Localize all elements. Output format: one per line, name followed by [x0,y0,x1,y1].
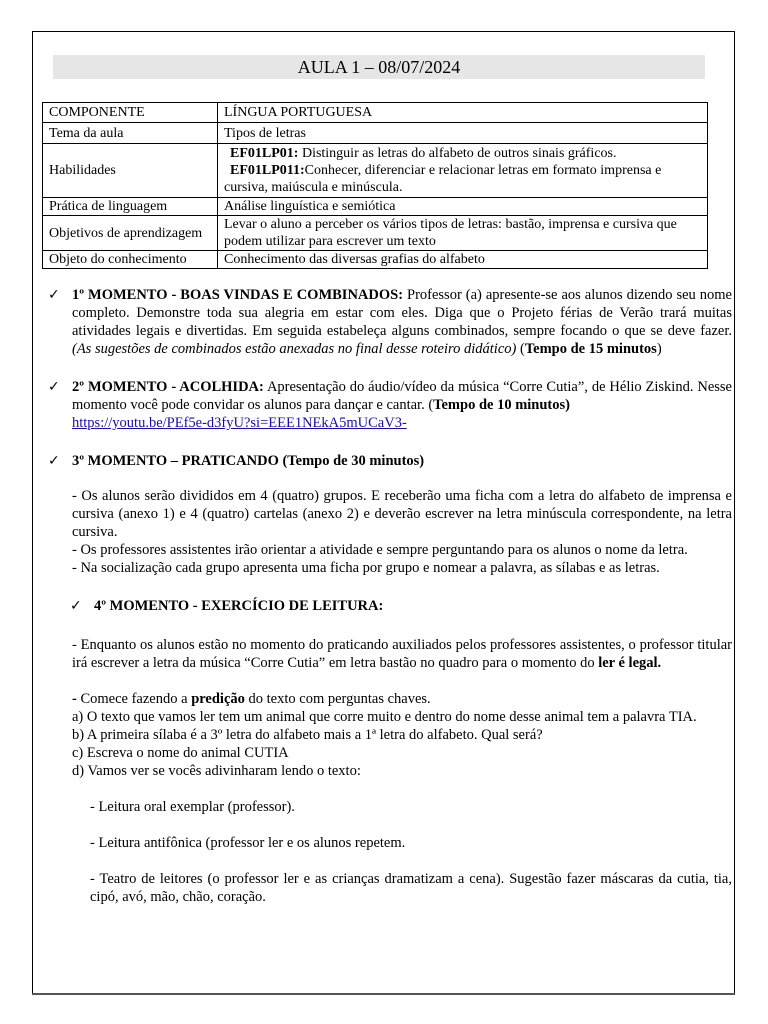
row-value-skills [218,144,708,198]
question: a) O texto que vamos ler tem um animal que corre muito e dentro do nome desse animal tem a palavra TIA. [72,709,697,725]
video-link[interactable]: https://youtu.be/PEf5e-d3fyU?si=EEE1NEkA5mUCaV3- [72,415,407,431]
row-value: Análise linguística e semiótica [218,198,708,216]
table-row [43,123,708,144]
paragraph: - Os alunos serão divididos em 4 (quatro) grupos. E receberão uma ficha com a letra do alfabeto de imprensa e cursiva (anexo 1) e 4 (quatro) cartelas (anexo 2) e deverão escrever na letra minúscula correspondente, na letra cursiva. [72,488,732,540]
reading-item: - Teatro de leitores (o professor ler e as crianças dramatizam a cena). Sugestão fazer máscaras da cutia, tia, cipó, avó, mão, chão, coração. [90,871,732,905]
row-label: Objetivos de aprendizagem [43,216,218,251]
row-value: LÍNGUA PORTUGUESA [218,103,708,123]
momento-heading: 4º MOMENTO - EXERCÍCIO DE LEITURA: [94,598,384,614]
paragraph: - Comece fazendo a predição do texto com perguntas chaves. [72,691,431,707]
paragraph: - Na socialização cada grupo apresenta uma ficha por grupo e nomear a palavra, as sílabas e as letras. [72,560,660,576]
checkmark-icon: ✓ [70,598,82,614]
paragraph: - Enquanto os alunos estão no momento do praticando auxiliados pelos professores assistentes, o professor titular irá escrever a letra da música “Corre Cutia” em letra bastão no quadro para o momento do ler é legal. [72,637,732,671]
question: c) Escreva o nome do animal CUTIA [72,745,289,761]
lesson-title: AULA 1 – 08/07/2024 [53,55,705,79]
lesson-content [48,286,732,906]
checkmark-icon: ✓ [48,379,60,395]
question: d) Vamos ver se vocês adivinharam lendo o texto: [72,763,361,779]
table-row [43,251,708,269]
row-label: Habilidades [43,144,218,198]
italic-note: (As sugestões de combinados estão anexadas no final desse roteiro didático) [72,341,517,357]
row-label: Tema da aula [43,123,218,144]
momento-4-body [48,636,732,906]
momento-3-body [48,487,732,577]
skill-code: EF01LP011: [230,163,305,178]
row-label: COMPONENTE [43,103,218,123]
table-row [43,103,708,123]
lesson-info-table [42,102,708,269]
question: b) A primeira sílaba é a 3º letra do alfabeto mais a 1ª letra do alfabeto. Qual será? [72,727,543,743]
reading-item: - Leitura antifônica (professor ler e os alunos repetem. [90,835,406,851]
momento-heading: 2º MOMENTO - ACOLHIDA: [72,379,264,395]
checkmark-icon: ✓ [48,287,60,303]
table-row [43,198,708,216]
momento-3 [48,452,732,470]
row-label: Prática de linguagem [43,198,218,216]
momento-1: ✓ 1º MOMENTO - BOAS VINDAS E COMBINADOS: Professor (a) apresente-se aos alunos dizendo seu nome completo. Demonstre toda sua alegria em estar com eles. Diga que o Projeto férias de Verão trará muitas atividades legais e divertidas. Em seguida estabeleça alguns combinados, sempre focando o que se deve fazer. (As sugestões de combinados estão anexadas no final desse roteiro didático) (Tempo de 15 minutos) [48,287,732,357]
checkmark-icon: ✓ [48,453,60,469]
table-row [43,144,708,198]
bottom-rule [32,993,735,995]
momento-4 [70,597,732,615]
time-label: Tempo de 10 minutos) [433,397,570,413]
skill-text: Distinguir as letras do alfabeto de outros sinais gráficos. [298,146,617,161]
skill-code: EF01LP01: [230,146,299,161]
row-label: Objeto do conhecimento [43,251,218,269]
momento-heading: 3º MOMENTO – PRATICANDO (Tempo de 30 minutos) [72,453,425,469]
skill-text: Conhecer, diferenciar e relacionar letras em formato imprensa e cursiva, maiúscula e minúscula. [224,163,662,195]
paragraph: - Os professores assistentes irão orientar a atividade e sempre perguntando para os alunos o nome da letra. [72,542,688,558]
row-value: Tipos de letras [218,123,708,144]
row-value: Conhecimento das diversas grafias do alfabeto [218,251,708,269]
time-label: Tempo de 15 minutos [524,341,657,357]
momento-heading: 1º MOMENTO - BOAS VINDAS E COMBINADOS: [72,287,404,303]
momento-2: ✓ 2º MOMENTO - ACOLHIDA: Apresentação do áudio/vídeo da música “Corre Cutia”, de Hélio Ziskind. Nesse momento você pode convidar os alunos para dançar e cantar. (Tempo de 10 minutos) https://youtu.be/PEf5e-d3fyU?si=EEE1NEkA5mUCaV3- [48,379,732,431]
table-row [43,216,708,251]
reading-item: - Leitura oral exemplar (professor). [90,799,295,815]
row-value: Levar o aluno a perceber os vários tipos de letras: bastão, imprensa e cursiva que podem utilizar para escrever um texto [218,216,708,251]
